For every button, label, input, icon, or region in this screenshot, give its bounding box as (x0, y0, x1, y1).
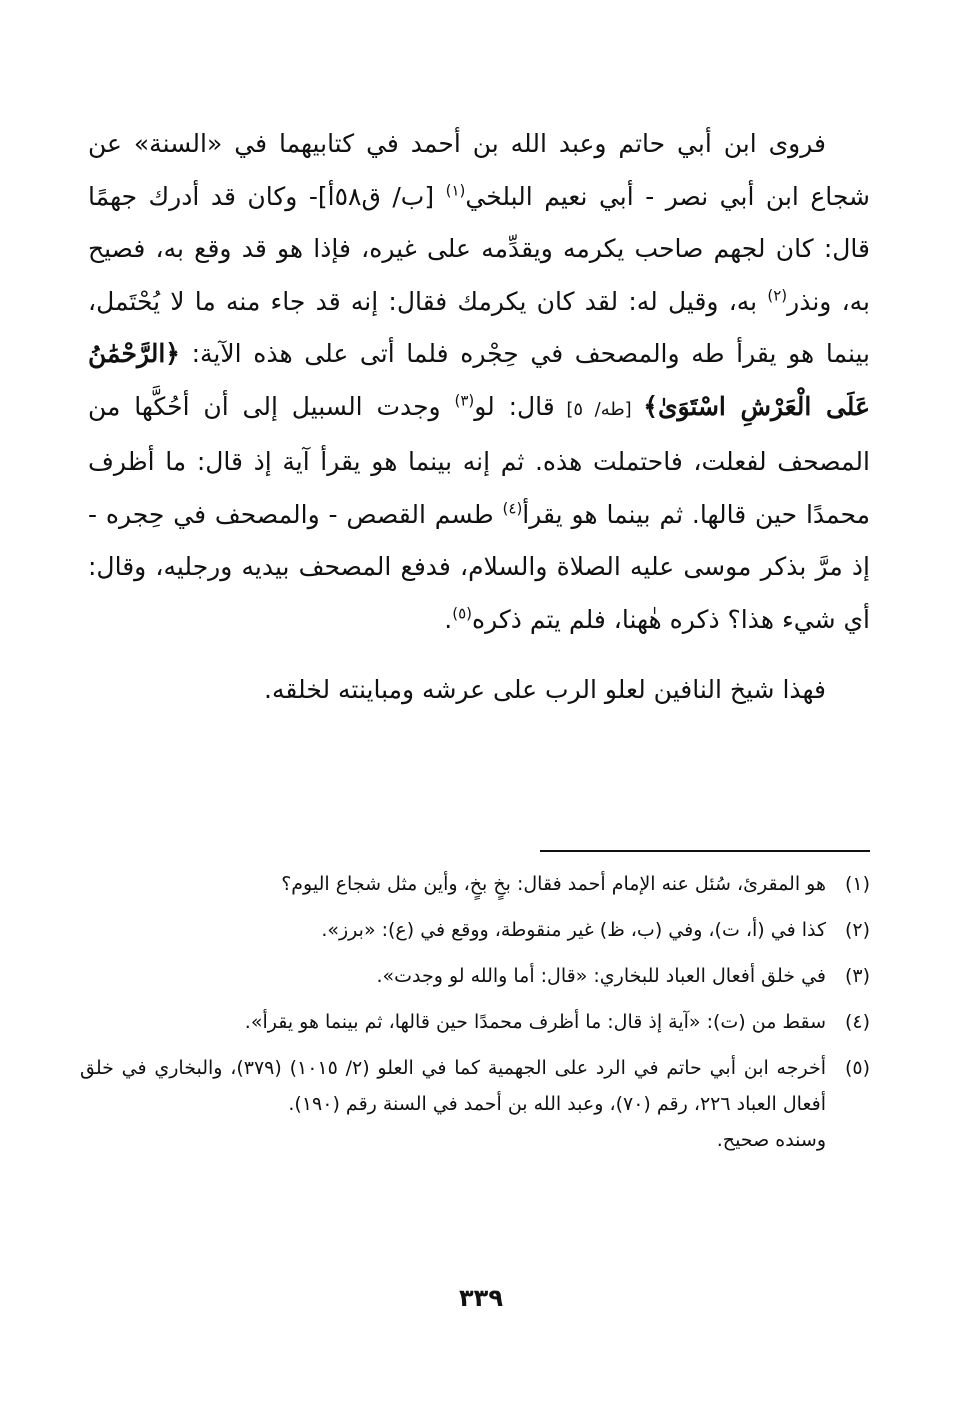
footnote-marker-2: (٢) (767, 286, 788, 305)
footnote-text: في خلق أفعال العباد للبخاري: «قال: أما والله لو وجدت». (376, 965, 826, 987)
verse-reference: [طه/ ٥] (554, 398, 644, 420)
footnote-5-continuation: وسنده صحيح. (716, 1129, 826, 1151)
footnote-2 (80, 912, 870, 948)
text-segment: فروى ابن أبي حاتم وعبد الله بن أحمد في كتابيهما في «السنة» عن شجاع ابن أبي نصر - أبي نعيم البلخي (88, 129, 870, 211)
main-text (88, 118, 870, 717)
footnote-marker-4: (٤) (502, 499, 523, 518)
text-segment: . (444, 604, 453, 634)
footnote-marker-1: (١) (445, 181, 466, 200)
footnotes (80, 866, 870, 1158)
footnote-4 (80, 1004, 870, 1040)
footnote-text: هو المقرئ، سُئل عنه الإمام أحمد فقال: بخٍ بخٍ، وأين مثل شجاع اليوم؟ (281, 873, 826, 895)
paragraph-conclusion: فهذا شيخ النافين لعلو الرب على عرشه ومباينته لخلقه. (264, 675, 826, 704)
footnote-text: أخرجه ابن أبي حاتم في الرد على الجهمية كما في العلو (٢/ ١٠١٥) (٣٧٩)، والبخاري في خلق أفعال العباد ٢٢٦، رقم (٧٠)، وعبد الله بن أحمد في السنة رقم (١٩٠). (80, 1057, 826, 1115)
footnote-text: كذا في (أ، ت)، وفي (ب، ظ) غير منقوطة، ووقع في (ع): «برز». (321, 919, 826, 941)
footnote-marker-3: (٣) (454, 391, 475, 410)
paragraph-narration (88, 118, 870, 646)
footnote-text: سقط من (ت): «آية إذ قال: ما أظرف محمدًا حين قالها، ثم بينما هو يقرأ». (244, 1011, 826, 1033)
text-segment: وجدت السبيل إلى أن أحُكَّها من المصحف لفعلت، فاحتملت هذه. ثم إنه بينما هو يقرأ آية إذ قال: ما أظرف محمدًا حين قالها. ثم بينما هو يقرأ (88, 391, 870, 529)
page-number: ٣٣٩ (459, 1284, 503, 1312)
text-segment: [ب/ ق٥٨أ]- وكان قد أدرك جهمًا قال: كان لجهم صاحب يكرمه ويقدِّمه على غيره، فإذا هو قد وقع به، فصيح به، ونذر (88, 181, 870, 316)
quran-verse: ﴿الرَّحْمَٰنُ عَلَى الْعَرْشِ اسْتَوَىٰ﴾ (88, 339, 870, 421)
text-segment: به، وقيل له: لقد كان يكرمك فقال: إنه قد جاء منه ما لا يُحْتَمل، بينما هو يقرأ طه والمصحف في حِجْره فلما أتى على هذه الآية: (88, 286, 870, 368)
footnote-number: (٤) (844, 1011, 870, 1033)
footnote-marker-5: (٥) (452, 604, 472, 623)
footnote-number: (٢) (844, 919, 870, 941)
footnote-number: (١) (844, 873, 870, 895)
footnote-separator (540, 850, 870, 852)
text-segment: قال: لو (474, 391, 555, 421)
footnote-1 (80, 866, 870, 902)
footnote-3 (80, 958, 870, 994)
footnote-number: (٥) (844, 1057, 870, 1079)
text-segment: طسم القصص - والمصحف في حِجره - إذ مرَّ بذكر موسى عليه الصلاة والسلام، فدفع المصحف بيديه ورجليه، وقال: أي شيء هذا؟ ذكره هٰهنا، فلم يتم ذكره (88, 499, 870, 634)
footnote-5 (80, 1050, 870, 1122)
footnote-number: (٣) (844, 965, 870, 987)
